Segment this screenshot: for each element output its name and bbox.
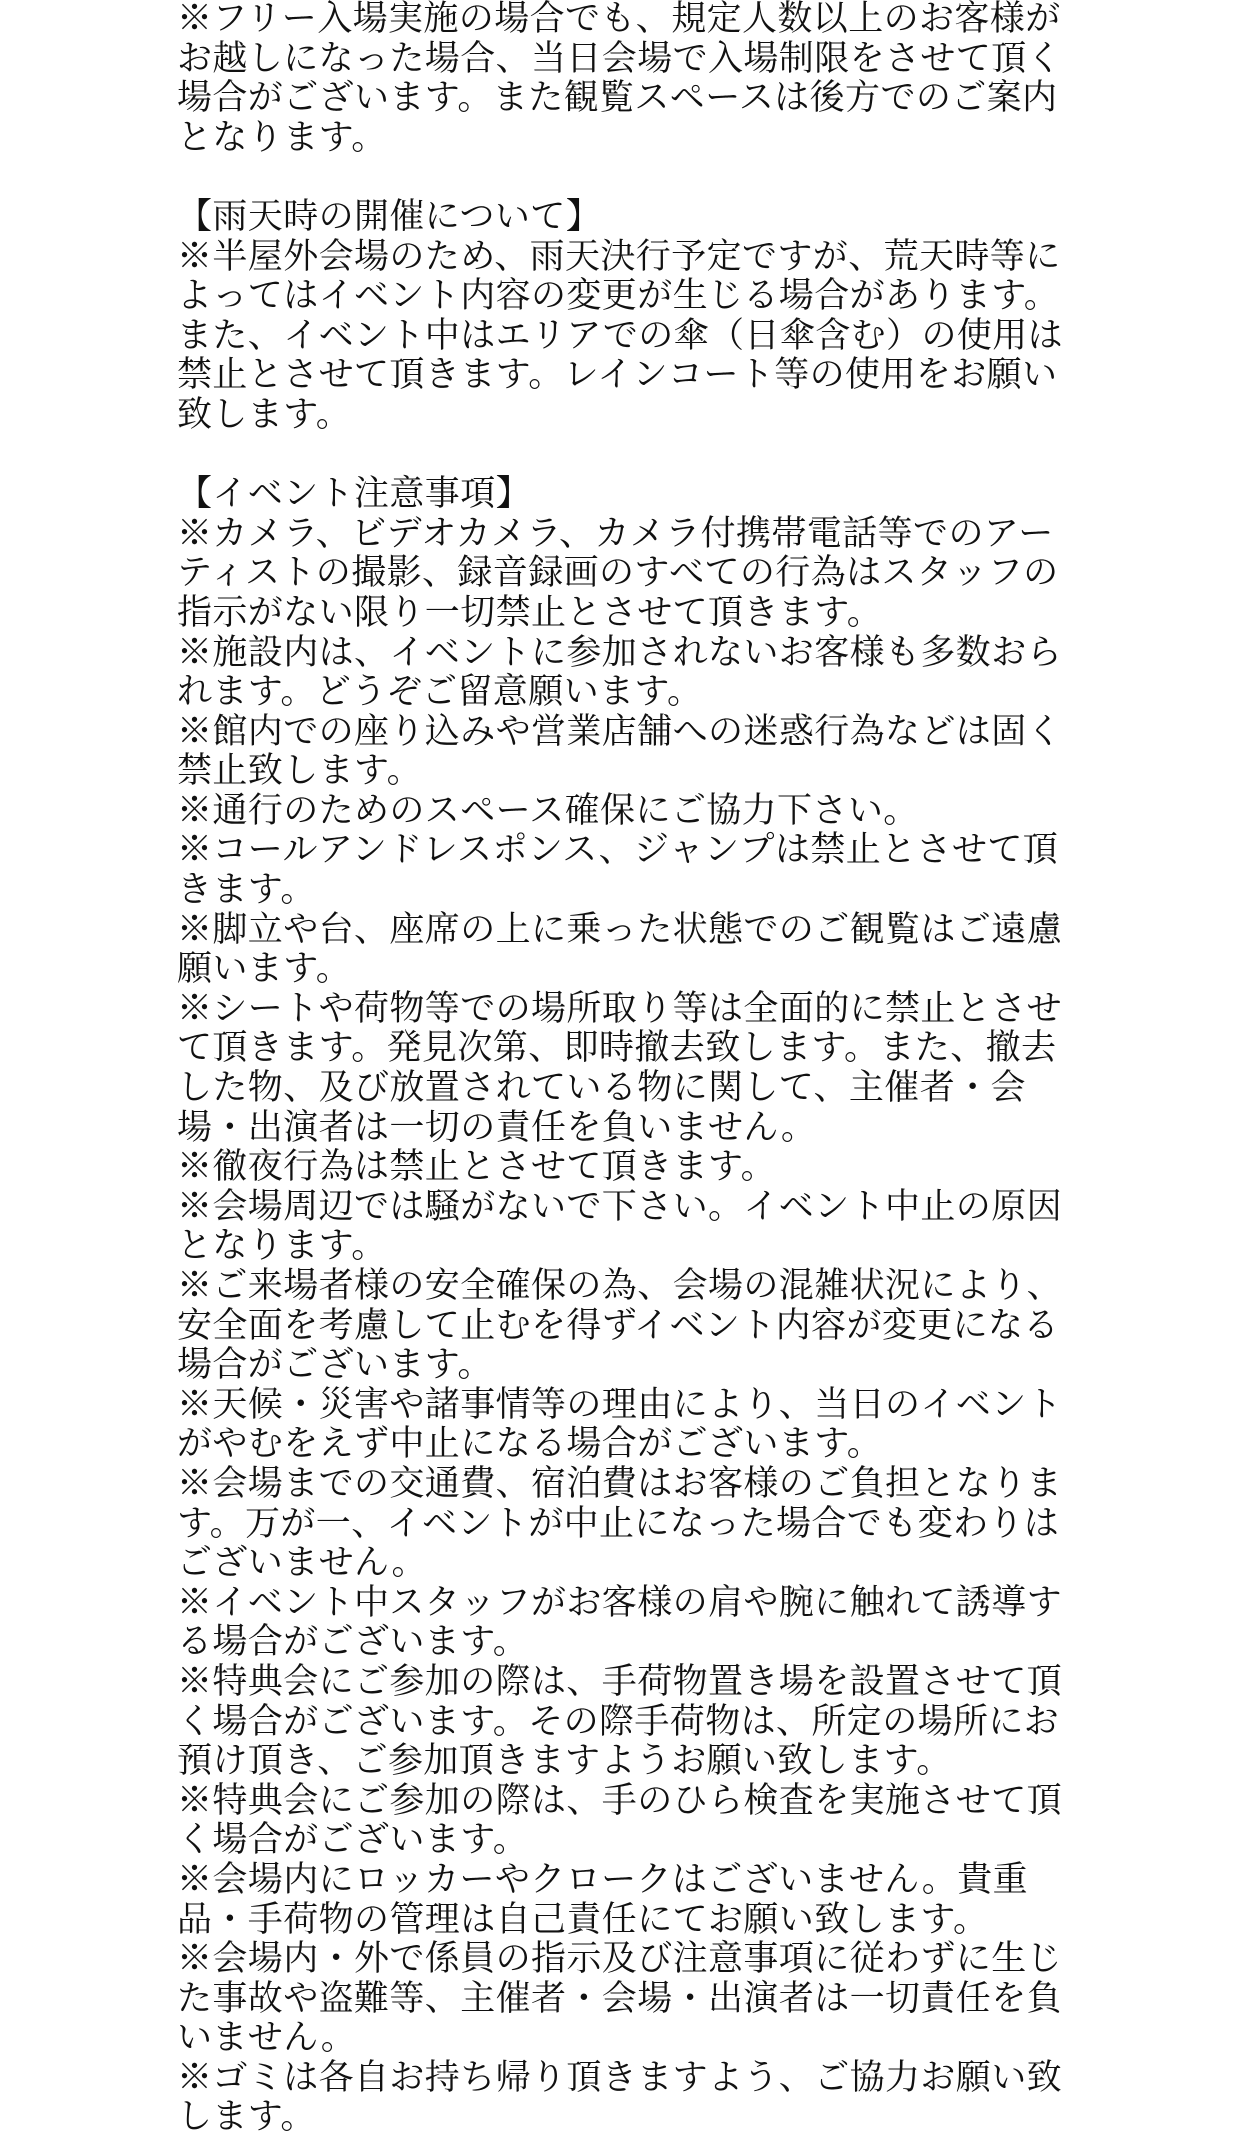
event-note-text-line: ※会場内・外で係員の指示及び注意事項に従わずに生じ (177, 1939, 1063, 1980)
event-note-text-line: ※ゴミは各自お持ち帰り頂きますよう、ご協力お願い致 (177, 2057, 1063, 2098)
intro-section (177, 0, 1077, 158)
event-note-text-line: ※コールアンドレスポンス、ジャンプは禁止とさせて頂 (177, 830, 1059, 871)
event-note-text-line: ※通行のためのスペース確保にご協力下さい。 (177, 790, 919, 831)
rain-policy-text-line: 禁止とさせて頂きます。レインコート等の使用をお願い (177, 355, 1058, 396)
event-note-text-line: となります。 (177, 1226, 387, 1267)
event-note-text-line: る場合がございます。 (177, 1622, 529, 1663)
event-note-text-line: て頂きます。発見次第、即時撤去致します。また、撤去 (177, 1028, 1057, 1069)
event-note-text-line: 願います。 (177, 949, 352, 990)
rain-policy-text-line: 致します。 (177, 394, 352, 435)
event-note-text-line: ※ご来場者様の安全確保の為、会場の混雑状況により、 (177, 1266, 1063, 1306)
event-note-text-line: ティストの撮影、録音録画のすべての行為はスタッフの (177, 553, 1059, 594)
intro-text-line: お越しになった場合、当日会場で入場制限をさせて頂く (177, 38, 1063, 79)
event-note-text-line: た事故や盗難等、主催者・会場・出演者は一切責任を負 (177, 1978, 1063, 2019)
rain-policy-text-line: ※半屋外会場のため、雨天決行予定ですが、荒天時等に (177, 236, 1061, 277)
event-note-text-line: ※特典会にご参加の際は、手荷物置き場を設置させて頂 (177, 1661, 1063, 1702)
spacer (177, 158, 1077, 198)
event-note-text-line: 指示がない限り一切禁止とさせて頂きます。 (177, 592, 883, 633)
event-note-text-line: ※特典会にご参加の際は、手のひら検査を実施させて頂 (177, 1780, 1063, 1821)
rain-policy-heading: 【雨天時の開催について】 (177, 196, 602, 237)
event-notes-heading: 【イベント注意事項】 (177, 474, 532, 515)
event-note-text-line: した物、及び放置されている物に関して、主催者・会 (177, 1068, 1026, 1109)
intro-text-line: 場合がございます。また観覧スペースは後方でのご案内 (177, 78, 1058, 119)
event-note-text-line: 安全面を考慮して止むを得ずイベント内容が変更になる (177, 1305, 1059, 1346)
event-note-text-line: 品・手荷物の管理は自己責任にてお願い致します。 (177, 1899, 989, 1940)
event-note-text-line: ※脚立や台、座席の上に乗った状態でのご観覧はご遠慮 (177, 909, 1063, 950)
event-note-text-line: いません。 (177, 2018, 357, 2059)
intro-text-line: ※フリー入場実施の場合でも、規定人数以上のお客様が (177, 0, 1061, 39)
event-note-text-line: ※徹夜行為は禁止とさせて頂きます。 (177, 1147, 777, 1188)
event-note-text-line: れます。どうぞご留意願います。 (177, 672, 703, 713)
event-note-text-line: きます。 (177, 870, 316, 911)
event-note-text-line: ※天候・災害や諸事情等の理由により、当日のイベント (177, 1384, 1063, 1425)
event-note-text-line: 場合がございます。 (177, 1345, 493, 1386)
rain-policy-section (177, 198, 1077, 436)
event-note-text-line: ※シートや荷物等での場所取り等は全面的に禁止とさせ (177, 988, 1063, 1029)
event-notes-section (177, 475, 1077, 2138)
event-note-text-line: く場合がございます。 (177, 1820, 529, 1861)
event-note-text-line: く場合がございます。その際手荷物は、所定の場所にお (177, 1701, 1060, 1742)
spacer (177, 436, 1077, 476)
notice-document (177, 0, 1077, 2138)
event-note-text-line: ※イベント中スタッフがお客様の肩や腕に触れて誘導す (177, 1582, 1063, 1623)
event-note-text-line: 預け頂き、ご参加頂きますようお願い致します。 (177, 1741, 952, 1782)
event-note-text-line: がやむをえず中止になる場合がございます。 (177, 1424, 883, 1465)
event-note-text-line: ※会場周辺では騒がないで下さい。イベント中止の原因 (177, 1186, 1063, 1227)
event-note-text-line: ございません。 (177, 1543, 427, 1584)
event-note-text-line: す。万が一、イベントが中止になった場合でも変わりは (177, 1503, 1060, 1544)
event-note-text-line: ※館内での座り込みや営業店舗への迷惑行為などは固く (177, 711, 1063, 752)
event-note-text-line: ※会場内にロッカーやクロークはございません。貴重 (177, 1859, 1029, 1900)
event-note-text-line: 場・出演者は一切の責任を負いません。 (177, 1107, 817, 1148)
event-note-text-line: します。 (177, 2097, 316, 2138)
event-note-text-line: ※会場までの交通費、宿泊費はお客様のご負担となりま (177, 1463, 1063, 1504)
event-note-text-line: 禁止致します。 (177, 751, 423, 792)
event-note-text-line: ※カメラ、ビデオカメラ、カメラ付携帯電話等でのアー (177, 513, 1054, 554)
rain-policy-text-line: よってはイベント内容の変更が生じる場合があります。 (177, 276, 1060, 317)
intro-text-line: となります。 (177, 117, 387, 158)
rain-policy-text-line: また、イベント中はエリアでの傘（日傘含む）の使用は (177, 315, 1064, 356)
event-note-text-line: ※施設内は、イベントに参加されないお客様も多数おら (177, 632, 1063, 673)
